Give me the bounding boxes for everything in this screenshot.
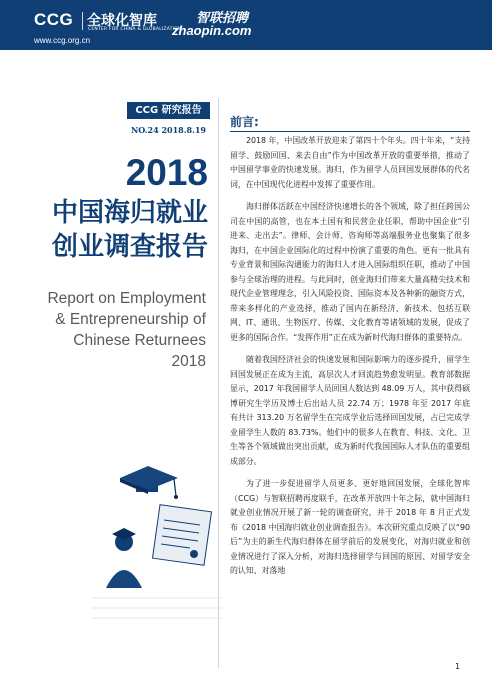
graduation-cap-icon	[120, 466, 178, 499]
preface-body	[230, 134, 470, 585]
issue-number-date: NO.24 2018.8.19	[130, 125, 206, 135]
preface-paragraph-2: 海归群体活跃在中国经济快速增长的各个领域，除了担任跨国公司在中国的高管，也在本土国有和民营企业任职，帮助中国企业“引进来、走出去”。律师、会计师、咨询师等高端服务业也聚集了很多海归，在中国企业国际化的过程中扮演了重要的角色。更有一批具有专业背景和国际沟通能力的海归人才进入国际组织任职，推动了中国参与全球治理的进程。与此同时，创业海归们带来大量高精尖技术和现代企业管理理念，引入风险投资、国际资本及各种新的融资方式，带来多样化的产业选择，推动了国内在新经济、新技术、包括互联网、IT、通讯、生物医疗、传媒、文化教育等诸领域的发展，促成了更多的国际合作。“发挥作用”正在成为新时代海归群体的重要特点。	[230, 202, 470, 342]
report-year: 2018	[125, 152, 208, 193]
header-banner	[0, 0, 492, 50]
ccg-logo-chinese: 全球化智库	[87, 13, 157, 29]
grid-lines-decoration	[92, 598, 222, 618]
title-chinese-line2: 创业调查报告	[51, 232, 208, 262]
graduate-figure-icon	[106, 528, 142, 588]
ccg-logo: CCG	[34, 10, 74, 29]
title-english-line4: 2018	[171, 353, 206, 370]
preface-paragraph-1: 2018 年，中国改革开放迎来了第四十个年头。四十年来，“支持留学、鼓励回国、来去自由”作为中国改革开放的重要举措，推动了中国留学事业的快速发展。海归，作为留学人员回国发展群体的代名词，在中国现代化进程中发挥了重要作用。	[230, 136, 470, 189]
preface-rule	[230, 131, 470, 132]
logo-divider	[82, 12, 83, 30]
page-number: 1	[455, 662, 461, 671]
preface-paragraph-3: 随着我国经济社会的快速发展和国际影响力的逐步提升，留学生回国发展正在成为主流，高层次人才回流趋势愈发明显。教育部数据显示，2017 年我国留学人员回国人数达到 48.09 万人，其中获得硕博研究生学历及博士后出站人员 22.74 万；1978 年至 2017 年底有共计 313.20 万名留学生在完成学业后选择回国发展，占已完成学业留学生人数的 83.73%。他们中的很多人在教育、科技、文化、卫生等各个领域做出突出贡献，成为新时代我国国际人才队伍的重要组成部分。	[230, 355, 470, 466]
diploma-scroll-icon	[152, 505, 211, 566]
title-chinese-line1: 中国海归就业	[51, 198, 208, 228]
zhaopin-logo: zhaopin.com	[172, 23, 252, 38]
preface-heading: 前言:	[230, 115, 259, 129]
title-english-line3: Chinese Returnees	[73, 332, 206, 349]
title-english-line1: Report on Employment	[47, 290, 206, 307]
title-english-line2: & Entrepreneurship of	[55, 311, 206, 328]
graduation-cap-scroll-illustration	[92, 438, 222, 628]
ccg-logo-english: CENTER FOR CHINA & GLOBALIZATION	[88, 27, 182, 32]
series-label: CCG 研究报告	[127, 102, 210, 119]
preface-paragraph-4: 为了进一步促进留学人员更多、更好地回国发展，全球化智库（CCG）与智联招聘再度联手，在改革开放四十年之际，就中国海归就业创业情况开展了新一轮的调查研究，并于 2018 年 8 月正式发布《2018 中国海归就业创业调查报告》。本次研究重点反映了以“90 后”为主的新生代海归群体在留学前后的发展变化，对海归就业和创业情况进行了深入分析，对海归选择留学与回国的原因、对留学安全的认知、对落地	[230, 479, 470, 575]
website-url: www.ccg.org.cn	[34, 36, 91, 45]
zhaopin-logo-chinese: 智联招聘	[196, 11, 249, 26]
